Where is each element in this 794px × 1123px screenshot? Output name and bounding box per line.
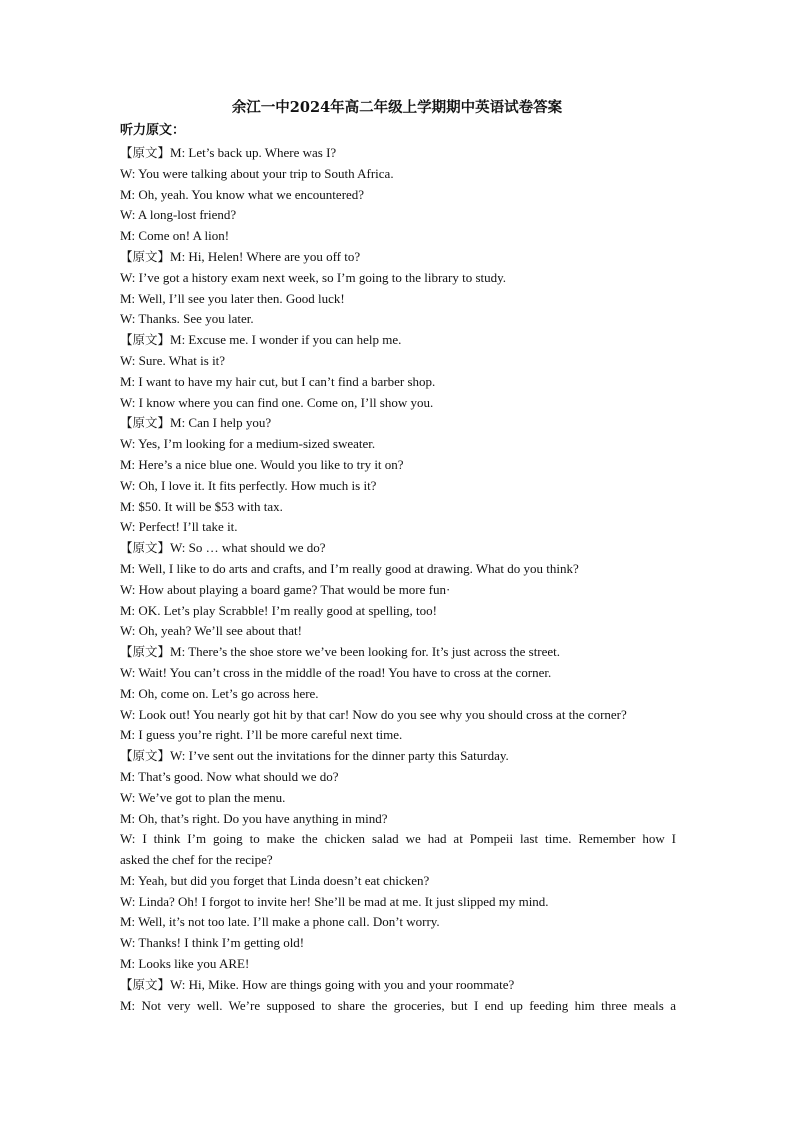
transcript-text: M: Come on! A lion! [120,228,230,244]
transcript-line [120,247,676,268]
transcript-line [120,933,676,954]
transcript-tag: 【原文】 [120,415,171,431]
transcript-text: M: OK. Let’s play Scrabble! I’m really good at spelling, too! [120,602,437,618]
transcript-text: W: Wait! You can’t cross in the middle of the road! You have to cross at the corner. [120,664,552,680]
transcript-text: M: Well, I’ll see you later then. Good luck! [120,290,345,306]
transcript-text: W: Thanks. See you later. [120,311,254,327]
transcript-text: W: I think I’m going to make the chicken salad we had at Pompeii last time. Remember how I [120,831,676,847]
transcript-text: W: How about playing a board game? That would be more fun· [120,581,451,597]
transcript-lines [120,143,676,1016]
transcript-line [120,434,676,455]
transcript-line [120,372,676,393]
transcript-text: M: I want to have my hair cut, but I can’t find a barber shop. [120,373,436,389]
transcript-line [120,517,676,538]
transcript-text: M: That’s good. Now what should we do? [120,768,339,784]
transcript-line [120,268,676,289]
transcript-text: asked the chef for the recipe? [120,852,273,868]
transcript-line [120,351,676,372]
transcript-line [120,642,676,663]
transcript-line [120,663,676,684]
transcript-tag: 【原文】 [120,248,171,264]
document-title: 余江一中2024年高二年级上学期期中英语试卷答案 [231,99,563,116]
transcript-line [120,912,676,933]
transcript-line [120,725,676,746]
section-label: 听力原文： [120,123,186,138]
transcript-text: W: Look out! You nearly got hit by that car! Now do you see why you should cross at the corner? [120,706,627,722]
transcript-line [120,954,676,975]
transcript-text: W: I’ve sent out the invitations for the dinner party this Saturday. [170,748,509,764]
transcript-tag: 【原文】 [120,644,171,660]
transcript-line [120,289,676,310]
transcript-tag: 【原文】 [120,976,171,992]
transcript-text: M: Oh, that’s right. Do you have anything in mind? [120,810,388,826]
transcript-line [120,226,676,247]
transcript-text: W: We’ve got to plan the menu. [120,789,286,805]
transcript-text: M: Let’s back up. Where was I? [170,145,337,160]
transcript-line [120,850,676,871]
transcript-text: M: $50. It will be $53 with tax. [120,498,283,514]
transcript-text: M: I guess you’re right. I’ll be more careful next time. [120,727,403,743]
transcript-line [120,705,676,726]
transcript-line [120,788,676,809]
transcript-line [120,143,676,164]
transcript-line [120,601,676,622]
transcript-line [120,164,676,185]
transcript-tag: 【原文】 [120,540,171,556]
transcript-text: W: Oh, I love it. It fits perfectly. How much is it? [120,477,377,493]
transcript-line [120,309,676,330]
transcript-text: M: Well, I like to do arts and crafts, and I’m really good at drawing. What do you think? [120,560,579,576]
transcript-line [120,538,676,559]
transcript-line [120,185,676,206]
transcript-text: W: Thanks! I think I’m getting old! [120,935,305,951]
transcript-text: W: Hi, Mike. How are things going with you and your roommate? [170,976,515,992]
transcript-line [120,975,676,996]
transcript-line [120,996,676,1017]
transcript-text: M: Here’s a nice blue one. Would you like to try it on? [120,456,404,472]
transcript-line [120,746,676,767]
transcript-line [120,580,676,601]
transcript-text: M: Looks like you ARE! [120,956,250,972]
transcript-text: M: Oh, yeah. You know what we encountered? [120,186,365,202]
transcript-line [120,829,676,850]
transcript-text: M: Excuse me. I wonder if you can help me. [170,332,402,348]
transcript-text: M: Hi, Helen! Where are you off to? [170,248,361,264]
transcript-line [120,621,676,642]
transcript-text: M: Oh, come on. Let’s go across here. [120,685,319,701]
transcript-line [120,892,676,913]
transcript-text: W: I know where you can find one. Come on, I’ll show you. [120,394,434,410]
transcript-tag: 【原文】 [120,145,171,160]
transcript-text: M: Can I help you? [170,415,272,431]
transcript-text: W: Linda? Oh! I forgot to invite her! She’ll be mad at me. It just slipped my mind. [120,893,549,909]
transcript-line [120,393,676,414]
transcript-line [120,455,676,476]
transcript-text: W: Oh, yeah? We’ll see about that! [120,623,302,639]
transcript-line [120,330,676,351]
transcript-text: W: Perfect! I’ll take it. [120,519,238,535]
transcript-text: W: Sure. What is it? [120,352,226,368]
transcript-text: M: Well, it’s not too late. I’ll make a phone call. Don’t worry. [120,914,440,930]
transcript-line [120,871,676,892]
transcript-text: W: A long-lost friend? [120,207,237,223]
transcript-line [120,767,676,788]
transcript-text: M: Not very well. We’re supposed to share the groceries, but I end up feeding him three meals a [120,997,676,1013]
transcript-text: W: So … what should we do? [170,540,326,556]
transcript-text: W: You were talking about your trip to South Africa. [120,165,394,181]
transcript-line [120,559,676,580]
transcript-line [120,205,676,226]
transcript-tag: 【原文】 [120,332,171,348]
transcript-line [120,684,676,705]
transcript-line [120,497,676,518]
transcript-text: M: Yeah, but did you forget that Linda doesn’t eat chicken? [120,872,430,888]
transcript-text: M: There’s the shoe store we’ve been looking for. It’s just across the street. [170,644,561,660]
transcript-tag: 【原文】 [120,748,171,764]
transcript-line [120,809,676,830]
transcript-line [120,413,676,434]
transcript-line [120,476,676,497]
transcript-text: W: I’ve got a history exam next week, so I’m going to the library to study. [120,269,507,285]
transcript-text: W: Yes, I’m looking for a medium-sized sweater. [120,436,376,452]
